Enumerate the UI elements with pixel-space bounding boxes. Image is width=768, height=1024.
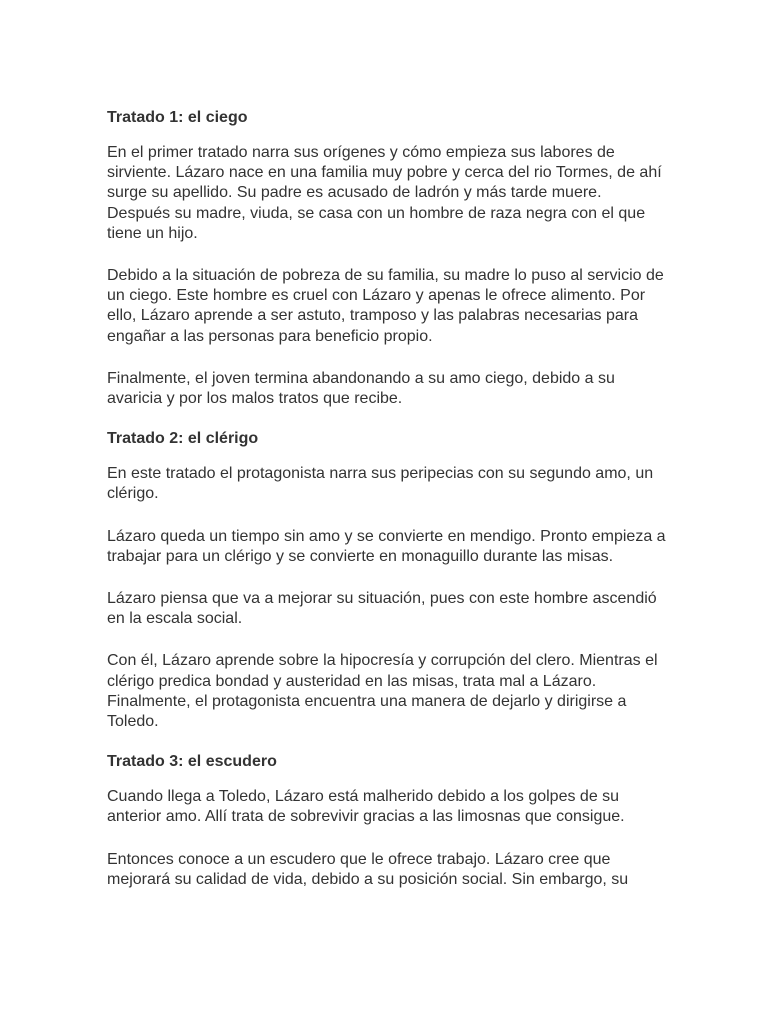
section-heading: Tratado 2: el clérigo xyxy=(107,430,259,448)
section-tratado-2 xyxy=(107,429,667,732)
section-heading: Tratado 3: el escudero xyxy=(107,753,277,771)
section-tratado-1 xyxy=(107,108,667,409)
paragraph: Cuando llega a Toledo, Lázaro está malherido debido a los golpes de su anterior amo. Allí trata de sobrevivir gracias a las limosnas que consigue. xyxy=(107,788,625,826)
document-body xyxy=(107,108,667,890)
paragraph: Lázaro queda un tiempo sin amo y se convierte en mendigo. Pronto empieza a trabajar para un clérigo y se convierte en monaguillo durante las misas. xyxy=(107,527,666,565)
paragraph: Debido a la situación de pobreza de su familia, su madre lo puso al servicio de un ciego. Este hombre es cruel con Lázaro y apenas le ofrece alimento. Por ello, Lázaro aprende a ser astuto, tramposo y las palabras necesarias para engañar a las personas para beneficio propio. xyxy=(107,267,664,345)
paragraph: Lázaro piensa que va a mejorar su situación, pues con este hombre ascendió en la escala social. xyxy=(107,590,657,628)
paragraph: Con él, Lázaro aprende sobre la hipocresía y corrupción del clero. Mientras el clérigo predica bondad y austeridad en las misas, trata mal a Lázaro. Finalmente, el protagonista encuentra una manera de dejarlo y dirigirse a Toledo. xyxy=(107,652,658,731)
paragraph: En este tratado el protagonista narra sus peripecias con su segundo amo, un clérigo. xyxy=(107,465,654,503)
paragraph: Entonces conoce a un escudero que le ofrece trabajo. Lázaro cree que mejorará su calidad de vida, debido a su posición social. Sin embargo, su xyxy=(107,850,629,888)
section-heading: Tratado 1: el ciego xyxy=(107,109,248,126)
paragraph: Finalmente, el joven termina abandonando a su amo ciego, debido a su avaricia y por los malos tratos que recibe. xyxy=(107,369,615,408)
paragraph: En el primer tratado narra sus orígenes y cómo empieza sus labores de sirviente. Lázaro nace en una familia muy pobre y cerca del rio Tormes, de ahí surge su apellido. Su padre es acusado de ladrón y más tarde muere. Después su madre, viuda, se casa con un hombre de raza negra con el que tiene un hijo. xyxy=(107,144,662,242)
section-tratado-3 xyxy=(107,752,667,890)
